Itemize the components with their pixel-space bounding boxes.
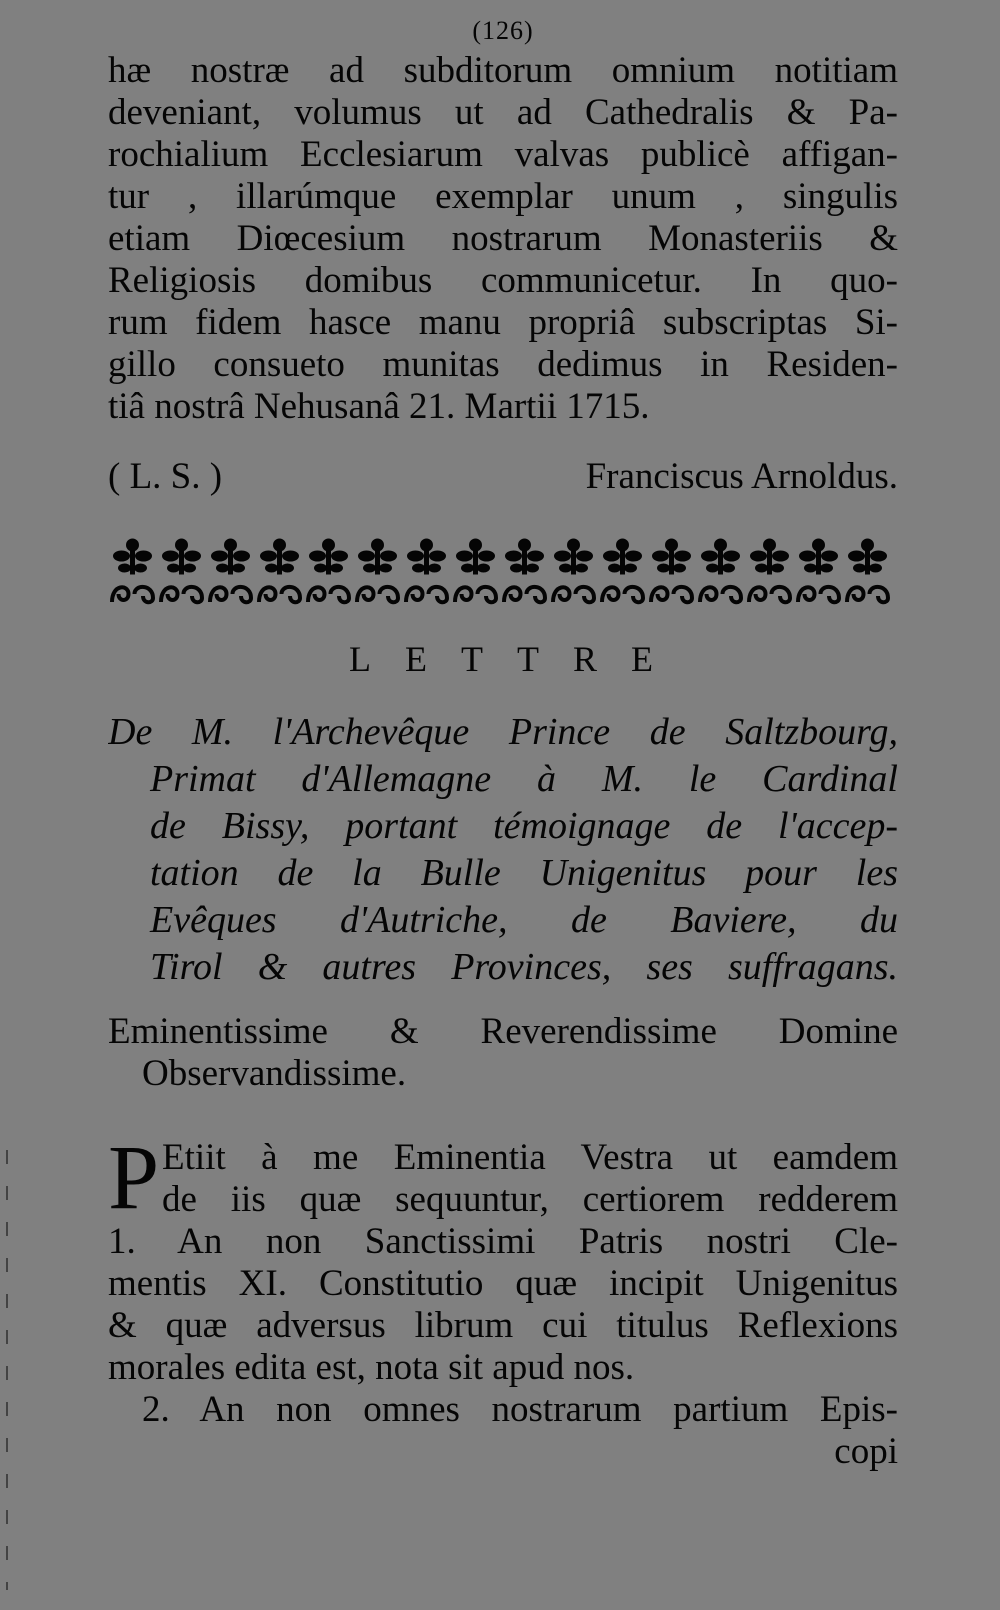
title-line: tation de la Bulle Unigenitus pour les <box>150 852 898 894</box>
text-line: tur , illarúmque exemplar unum , singulis <box>108 176 898 217</box>
scroll-ornament-icon <box>602 587 643 602</box>
body-line: Etiit à me Eminentia Vestra ut eamdem <box>162 1137 898 1178</box>
flower-ornament-icon <box>751 539 789 574</box>
scroll-ornament-icon <box>553 587 594 602</box>
title-line: Primat d'Allemagne à M. le Cardinal <box>150 758 898 800</box>
scroll-ornament-icon <box>357 587 398 602</box>
title-line: Evêques d'Autriche, de Baviere, du <box>150 899 898 941</box>
scroll-ornament-icon <box>651 587 692 602</box>
text-line: Religiosis domibus communicetur. In quo- <box>108 260 898 301</box>
signatory-name: Franciscus Arnoldus. <box>585 456 898 497</box>
flower-ornament-icon <box>506 539 544 574</box>
letter-title <box>108 709 898 991</box>
scroll-ornament-icon <box>308 587 349 602</box>
title-line: De M. l'Archevêque Prince de Saltzbourg, <box>108 711 898 753</box>
scroll-ornament-icon <box>210 587 251 602</box>
flower-ornament-icon <box>408 539 446 574</box>
book-page <box>108 12 898 1473</box>
body-line: & quæ adversus librum cui titulus Reflexions <box>108 1305 898 1346</box>
decree-closing-paragraph <box>108 50 898 428</box>
text-line: hæ nostræ ad subditorum omnium notitiam <box>108 50 898 91</box>
text-line: rochialium Ecclesiarum valvas publicè affigan- <box>108 134 898 175</box>
flower-ornament-icon <box>653 539 691 574</box>
letter-heading: LETTRE <box>349 639 687 679</box>
salutation-line: Eminentissime & Reverendissime Domine <box>108 1011 898 1052</box>
flower-ornament-icon <box>359 539 397 574</box>
text-line: etiam Diœcesium nostrarum Monasteriis & <box>108 218 898 259</box>
flower-ornament-icon <box>849 539 887 574</box>
scroll-ornament-icon <box>700 587 741 602</box>
scroll-ornament-icon <box>504 587 545 602</box>
title-line: Tirol & autres Provinces, ses suffragans. <box>150 946 898 988</box>
scroll-ornament-icon <box>161 587 202 602</box>
body-line: 1. An non Sanctissimi Patris nostri Cle- <box>108 1221 898 1262</box>
seal-mark: ( L. S. ) <box>108 456 223 497</box>
scroll-ornament-icon <box>259 587 300 602</box>
ornamental-border-icon <box>108 536 892 610</box>
body-line: de iis quæ sequuntur, certiorem redderem <box>162 1179 898 1220</box>
flower-ornament-icon <box>702 539 740 574</box>
page-number: (126) <box>472 16 534 45</box>
drop-cap: P <box>108 1126 160 1228</box>
flower-ornament-icon <box>604 539 642 574</box>
scroll-ornament-icon <box>798 587 839 602</box>
body-line: mentis XI. Constitutio quæ incipit Unigenitus <box>108 1263 898 1304</box>
text-line: rum fidem hasce manu propriâ subscriptas Si- <box>108 302 898 343</box>
title-line: de Bissy, portant témoignage de l'accep- <box>150 805 898 847</box>
flower-ornament-icon <box>457 539 495 574</box>
flower-ornament-icon <box>261 539 299 574</box>
flower-ornament-icon <box>212 539 250 574</box>
text-line: tiâ nostrâ Nehusanâ 21. Martii 1715. <box>108 386 650 427</box>
scroll-ornament-icon <box>847 587 888 602</box>
body-line: morales edita est, nota sit apud nos. <box>108 1347 635 1388</box>
body-line: 2. An non omnes nostrarum partium Epis- <box>142 1389 898 1430</box>
text-line: deveniant, volumus ut ad Cathedralis & Pa- <box>108 92 898 133</box>
scan-edge-marks <box>6 1150 8 1590</box>
scroll-ornament-icon <box>749 587 790 602</box>
salutation-line: Observandissime. <box>142 1053 407 1094</box>
catchword: copi <box>834 1431 898 1472</box>
text-line: gillo consueto munitas dedimus in Residen- <box>108 344 898 385</box>
letter-body <box>108 1126 898 1473</box>
flower-ornament-icon <box>555 539 593 574</box>
flower-ornament-icon <box>163 539 201 574</box>
flower-ornament-icon <box>114 539 152 574</box>
signature-row <box>108 456 898 498</box>
salutation <box>108 1011 898 1095</box>
scroll-ornament-icon <box>455 587 496 602</box>
scroll-ornament-icon <box>406 587 447 602</box>
flower-ornament-icon <box>800 539 838 574</box>
scroll-ornament-icon <box>112 587 153 602</box>
flower-ornament-icon <box>310 539 348 574</box>
